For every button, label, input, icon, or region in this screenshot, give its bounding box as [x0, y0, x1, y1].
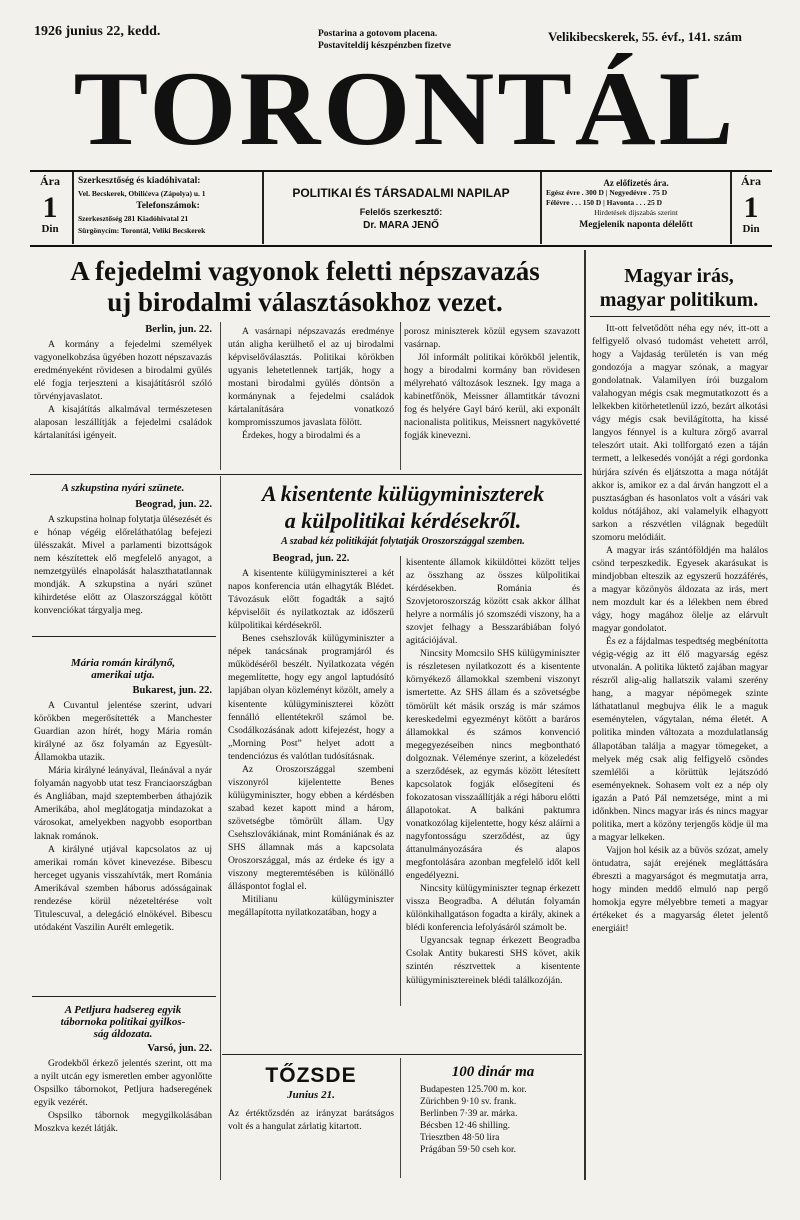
section-rule [30, 474, 582, 475]
dinar-rate: Bécsben 12·46 shilling. [420, 1121, 510, 1131]
paragraph: A Cuvantul jelentése szerint, udvari körökben megerősítették a Manchester Guardian azon hírét, hogy Mária román királyné az ősz folyamán az Egyesült-Államokba utazik. [34, 700, 212, 764]
issue-number: Velikibecskerek, 55. évf., 141. szám [548, 29, 742, 44]
sidebar-headline-line-2: magyar politikum. [599, 289, 759, 311]
paragraph: Grodekből érkező jelentés szerint, ott ma a nyilt utcán egy ismeretlen ember agyonlőtte Ospsilko tábornokot, Petljura hadseregének egyik vezérét. [34, 1058, 212, 1109]
lead-headline-line-2: uj birodalmi választásokhoz vezet. [107, 287, 503, 317]
masthead-title: TORONTÁL [73, 50, 737, 168]
paragraph: Ospsilko tábornok megygilkolásában Moszkva kezét látják. [34, 1110, 212, 1135]
maria-headline-line-1: Mária román királynő, [70, 657, 176, 669]
dinar-box [406, 1064, 580, 1178]
lead-article-col-3 [404, 325, 580, 470]
tozsde-title: TŐZSDE [265, 1064, 357, 1087]
paragraph: És ez a fájdalmas tespedtség megbénította végig-végig az itt élő magyarság egész utvonalán. A politika lüktető zajában magyar részről alig-alig hallatszik valami szerény hang, a magyar népömegek szinte láthatatlanul megbujva élik le a maguk eseménytelen, vágytalan, néma életét. A politika minden változata a mozdulatlanság állapotában találja a magyar tömegeket, a melyek még csak alig felfigyelő csöndes szemlélői a körüttük lejátszódó eseményeknek. Sohasem volt ez a nép oly igazán a Pató Pál nemzetsége, mint a mi időnkben. Nincs magyar irás és nincs magyar politika, mert a közöny terjengős ködje ül ma a magyar lelkeken. [592, 636, 768, 843]
paragraph: Ugyancsak tegnap érkezett Beogradba Csolak Antity bukaresti SHS követ, akik szintén résztvettek a kisentente külügyminisztereinek blédi találkozóján. [406, 935, 580, 986]
paragraph: A királyné utjával kapcsolatos az uj amerikai román követ kinevezése. Bibescu herceget ugyanis visszahívták, mert Románia Amerikával szemben háborus adósságainak rendezése körül nézeteltérése volt Titulescuval, a delegáció elnökével. Bibescu utódaként Vaszilin Aurélt emlegetik. [34, 843, 212, 933]
maria-headline-line-2: amerikai utja. [91, 669, 155, 681]
postal-line-1: Postarina a gotovom placena. [318, 29, 438, 39]
paragraph: Nincsity külügyminiszter tegnap érkezett vissza Beogradba. A délután folyamán különkihallgatáson fogadta a király, akinek a blédi konferencia lefolyásáról számolt be. [406, 883, 580, 934]
kisentente-headline [224, 480, 582, 534]
lead-headline [30, 256, 580, 318]
paragraph: porosz miniszterek közül egysem szavazott vasárnap. [404, 326, 580, 351]
masthead-rule [30, 170, 772, 172]
petljura-headline-line-3: ság áldozata. [93, 1028, 153, 1040]
dinar-rate: Berlinben 7·39 ar. márka. [420, 1109, 518, 1119]
column-rule [400, 556, 401, 1006]
office-line-3: Telefonszámok: [136, 201, 200, 211]
column-rule [220, 476, 221, 1180]
price-box-left [32, 172, 68, 242]
paragraph: Érdekes, hogy a birodalmi és a [242, 430, 361, 442]
paragraph: kisentente államok kiküldöttei között teljes az összhang az összes külpolitikai kérdésekben. Románia és Szovjetoroszország között csak akkor állhat helyre a normális jó szomszédi viszony, ha a szovjet felhagy a Besszarábiában folyó agitációjával. [406, 557, 580, 647]
sidebar-headline [588, 264, 770, 312]
paragraph: Itt-ott felvetődött néha egy név, itt-ott a felfigyelő olvasó tudomást vehetett arról, hogy a Vajdaság területén is van még gondozója a magyar szónak, a magyar gondolatnak. Valamilyen írói buzgalom valahogyan mégis csak megmutatkozott és a lelkekben kitörhetetlenül izzó, bezárt alkotási vágy mégis csak bevilágította, ha kissé langyos fénnyel is a kultura zörgő avarral teleszórt utait. Aki tollforgató ezen a táján termett, a lelkesedés vonóját a régi gordonka húrjára szívén és eljátszotta a maga nótáját akkor is, amikor ez a dal árván hangzott el a pusztaságban és hasonlatos volt a vásári vak koldus nótájához, aki valamelyik elhagyott sarkon a részvétlen világnak begedült szomoru melódiáit. [592, 323, 768, 543]
kisentente-col-2 [406, 556, 580, 1002]
issue-date: 1926 junius 22, kedd. [34, 24, 161, 39]
editor-label: Felelős szerkesztő: [359, 207, 443, 217]
paragraph: A szkupstina holnap folytatja ülésezését és e hónap végéig előreláthatólag befejezi ülésszakát. Mivel a parlamenti bizottságok nem készítettek elő megfelelő anyagot, a nemzetgyülés elnapolását halaszthatatlannak mondják. A szkupstina a nyári szünet kihirdetése előtt az Olaszországgal kötött konvenciókat tárgyalja meg. [34, 514, 212, 617]
section-rule [222, 1054, 582, 1055]
petljura-headline [32, 1004, 214, 1040]
paragraph: Jól informált politikai körökből jelentik, hogy a birodalmi kormány ban rövidesen mélyreható változások lesznek. Igy maga a kabinetfőnök, Meissner államtitkár távozni fog és helyére Gayl báró kerül, aki exponált nacionalista politikus, Meissnert nagykövetté fogják kinevezni. [404, 352, 580, 442]
dinar-rate: Prágában 59·50 cseh kor. [420, 1145, 517, 1155]
paragraph: A kormány a fejedelmi személyek vagyonelkobzása ügyében hozott népszavazás eredményeként rövidesen a birodalmi gyülés elé fogja terjeszteni a kisajátításról szóló törvényjavaslatot. [34, 339, 212, 403]
subscription-header: Az előfizetés ára. [603, 178, 669, 188]
dinar-rate: Budapesten 125.700 m. kor. [420, 1085, 527, 1095]
info-divider [72, 172, 74, 244]
petljura-headline-line-2: tábornoka politikai gyilkos- [60, 1016, 186, 1028]
kisentente-subheadline: A szabad kéz politikáját folytatják Oroszországgal szemben. [281, 536, 525, 547]
lead-article-col-1 [34, 323, 212, 471]
kisentente-col-1 [228, 552, 394, 1002]
price-label: Ára [741, 174, 761, 188]
paragraph: A kisajátítás alkalmával természetesen alaposan leszállítják a fejedelmi családok kártalanítási igényeit. [34, 404, 212, 442]
paragraph: A magyar irás szántóföldjén ma halálos csönd terpeszkedik. Egyesek akarásukat is mindjobban elteszik az egyszerű hozzáférés, a magyar közönyös áldozata az irás, mert nem mozdult kar és a lélekben nem ébred vágy, hogy magához ölelje az elárvult magyar gondolatot. [592, 544, 768, 635]
sidebar-headline-line-1: Magyar irás, [624, 265, 734, 287]
appears-note: Megjelenik naponta délelőtt [579, 220, 693, 230]
paragraph: Az Oroszországgal szembeni viszonyról kijelentette Benes külügyminiszter, hogy ebben a kérdésben szabad kezet kapott mind a három, szövetségbe tömörült állam. Ugy Csehszlovákiának, mint Romániának és az SHS államnak más a kapcsolata Oroszországgal, más az érdeke és igy a viszony megteremtésében is különálló álláspontot foglal el. [228, 763, 394, 893]
lead-dateline: Berlin, jun. 22. [145, 324, 212, 335]
sidebar-rule [590, 316, 770, 317]
section-rule [32, 996, 216, 997]
column-rule [220, 322, 221, 470]
office-line-1: Szerkesztőség és kiadóhivatal: [78, 176, 201, 186]
sidebar-text [592, 322, 768, 1180]
skupstina-article [34, 498, 212, 632]
dinar-rate: Zürichben 9·10 sv. frank. [420, 1097, 517, 1107]
price-label: Ára [40, 174, 60, 188]
info-bottom-rule [30, 245, 772, 247]
paragraph: Mitilianu külügyminiszter megállapította nyilatkozatában, hogy a [228, 894, 394, 919]
tozsde-box [228, 1064, 394, 1176]
maria-article [34, 684, 212, 984]
paper-tagline: POLITIKAI ÉS TÁRSADALMI NAPILAP [292, 186, 510, 200]
paragraph: Mária királyné leányával, Ileánával a nyár folyamán nagyobb utat tesz Franciaországban és Angliában, majd szeptemberben áthajózik Amerikába, ahol meglátogatja mindazokat a városokat, amelyekben nagyobb esoportban laknak románok. [34, 765, 212, 842]
price-unit: Din [742, 223, 760, 235]
office-line-5: Sürgönycím: Torontál, Veliki Becskerek [78, 226, 206, 235]
price-value: 1 [42, 191, 58, 224]
skupstina-headline: A szkupstina nyári szünete. [61, 482, 185, 494]
paragraph: A vasárnapi népszavazás eredménye után aligha kerülhető el az uj birodalmi képviselőválasztás. Politikai körökben ugyanis lehetetlennek tartják, hogy a mostani birodalmi gyülés döntsön a kormánynak a fejedelmi családok kártalanítására vonatkozó kompromisszumos javaslata fölött. [228, 326, 394, 429]
office-line-2: Vel. Becskerek, Obilićeva (Zápolya) u. 1 [78, 188, 206, 198]
column-rule [400, 322, 401, 470]
column-rule [400, 1058, 401, 1178]
paragraph: Benes csehszlovák külügyminiszter a népek tanácsának programjáról és működéséről beszélt. Nyilatkozata végén megemlítette, hogy egy angol laptudósító lapjában olyan közleményt közölt, amely a kisentente külügyminiszterei között fennálló ellentétekről számol be. Csodálkozásának adott kifejezést, hogy a „Morning Post” helyet adott a tendenciózus és valótlan tudósításnak. [228, 633, 394, 762]
lead-headline-line-1: A fejedelmi vagyonok feletti népszavazás [70, 256, 540, 286]
editor-name: Dr. MARA JENŐ [363, 220, 439, 231]
price-unit: Din [41, 223, 59, 235]
maria-dateline: Bukarest, jun. 22. [132, 685, 212, 696]
info-divider [540, 172, 542, 244]
petljura-headline-line-1: A Petljura hadsereg egyik [64, 1004, 182, 1016]
office-line-4: Szerkesztőség 281 Kiadóhivatal 21 [78, 213, 189, 223]
subscription-box [546, 178, 726, 230]
tozsde-text: Az értéktőzsdén az irányzat barátságos volt és a hangulat zárlatig kitartott. [228, 1108, 394, 1132]
petljura-article [34, 1042, 212, 1182]
paragraph: Nincsity Momcsilo SHS külügyminiszter is részletesen nyilatkozott és a kisentente környékező államokkal szembeni viszonyt ismertette. Az SHS állam és a szövetségbe tömörült két másik ország is már számos kereskedelmi egyezményt kötött a baráros államokkal és számos konvenció megegyezéseiben nincs megbontható dolgoznak. Véleménye szerint, a közeledést a szerződések, az egymás között létesített kapcsolatok fogják elősegíteni és fokozatosan visszaállítják a régi háboru előtti állapotokat. A balkáni paktumra vonatkozólag kijelentette, hogy kész aláírni a nagyfontosságu szerződést, az ügy áttanulmányozására és alapos megfontolására azonban megfelelő időt kell engedélyezni. [406, 648, 580, 882]
paragraph: A kisentente külügyminiszterei a két napos konferencia után elhagyták Blédet. Távozásuk előtt fogadták a sajtó képviselőit és nyilatkoztak az időszerű külpolitikai kérdésekről. [228, 568, 394, 632]
kisentente-dateline: Beograd, jun. 22. [272, 553, 350, 564]
editorial-office [78, 175, 258, 238]
postal-line-2: Postaviteldij készpénzben fizetve [318, 41, 451, 51]
petljura-dateline: Varsó, jun. 22. [147, 1043, 212, 1054]
price-value: 1 [743, 191, 759, 224]
subscription-row-1: Egész évre . 300 D | Negyedévre . 75 D [546, 188, 668, 197]
kisentente-headline-line-2: a külpolitikai kérdésekről. [284, 508, 522, 533]
maria-headline [32, 657, 214, 681]
info-divider [262, 172, 264, 244]
paragraph: Vajjon hol késik az a büvös szózat, amely öntudatra, saját erejének megláttására ébreszti a magyarságot és megmutatja arra, hogy minden meddő elmuló nap pergő homokja egyre mélyebbre temeti a magyar értékeket és a magyarság életet jelentő energiáit! [592, 844, 768, 935]
kisentente-headline-line-1: A kisentente külügyminiszterek [261, 481, 545, 506]
info-divider [730, 172, 732, 244]
price-box-right [733, 172, 769, 242]
dinar-title: 100 dinár ma [451, 1064, 535, 1080]
tozsde-date: Junius 21. [287, 1089, 335, 1101]
lead-article-col-2 [228, 325, 394, 470]
ads-note: Hirdetések díjszabás szerint [594, 208, 678, 217]
dinar-rate: Triesztben 48·50 lira [420, 1133, 500, 1143]
skupstina-dateline: Beograd, jun. 22. [135, 499, 212, 510]
column-rule [584, 250, 586, 1180]
subscription-row-2: Félévre . . . 150 D | Havonta . . . 25 D [546, 198, 663, 207]
section-rule [32, 636, 216, 637]
center-info [266, 186, 536, 231]
